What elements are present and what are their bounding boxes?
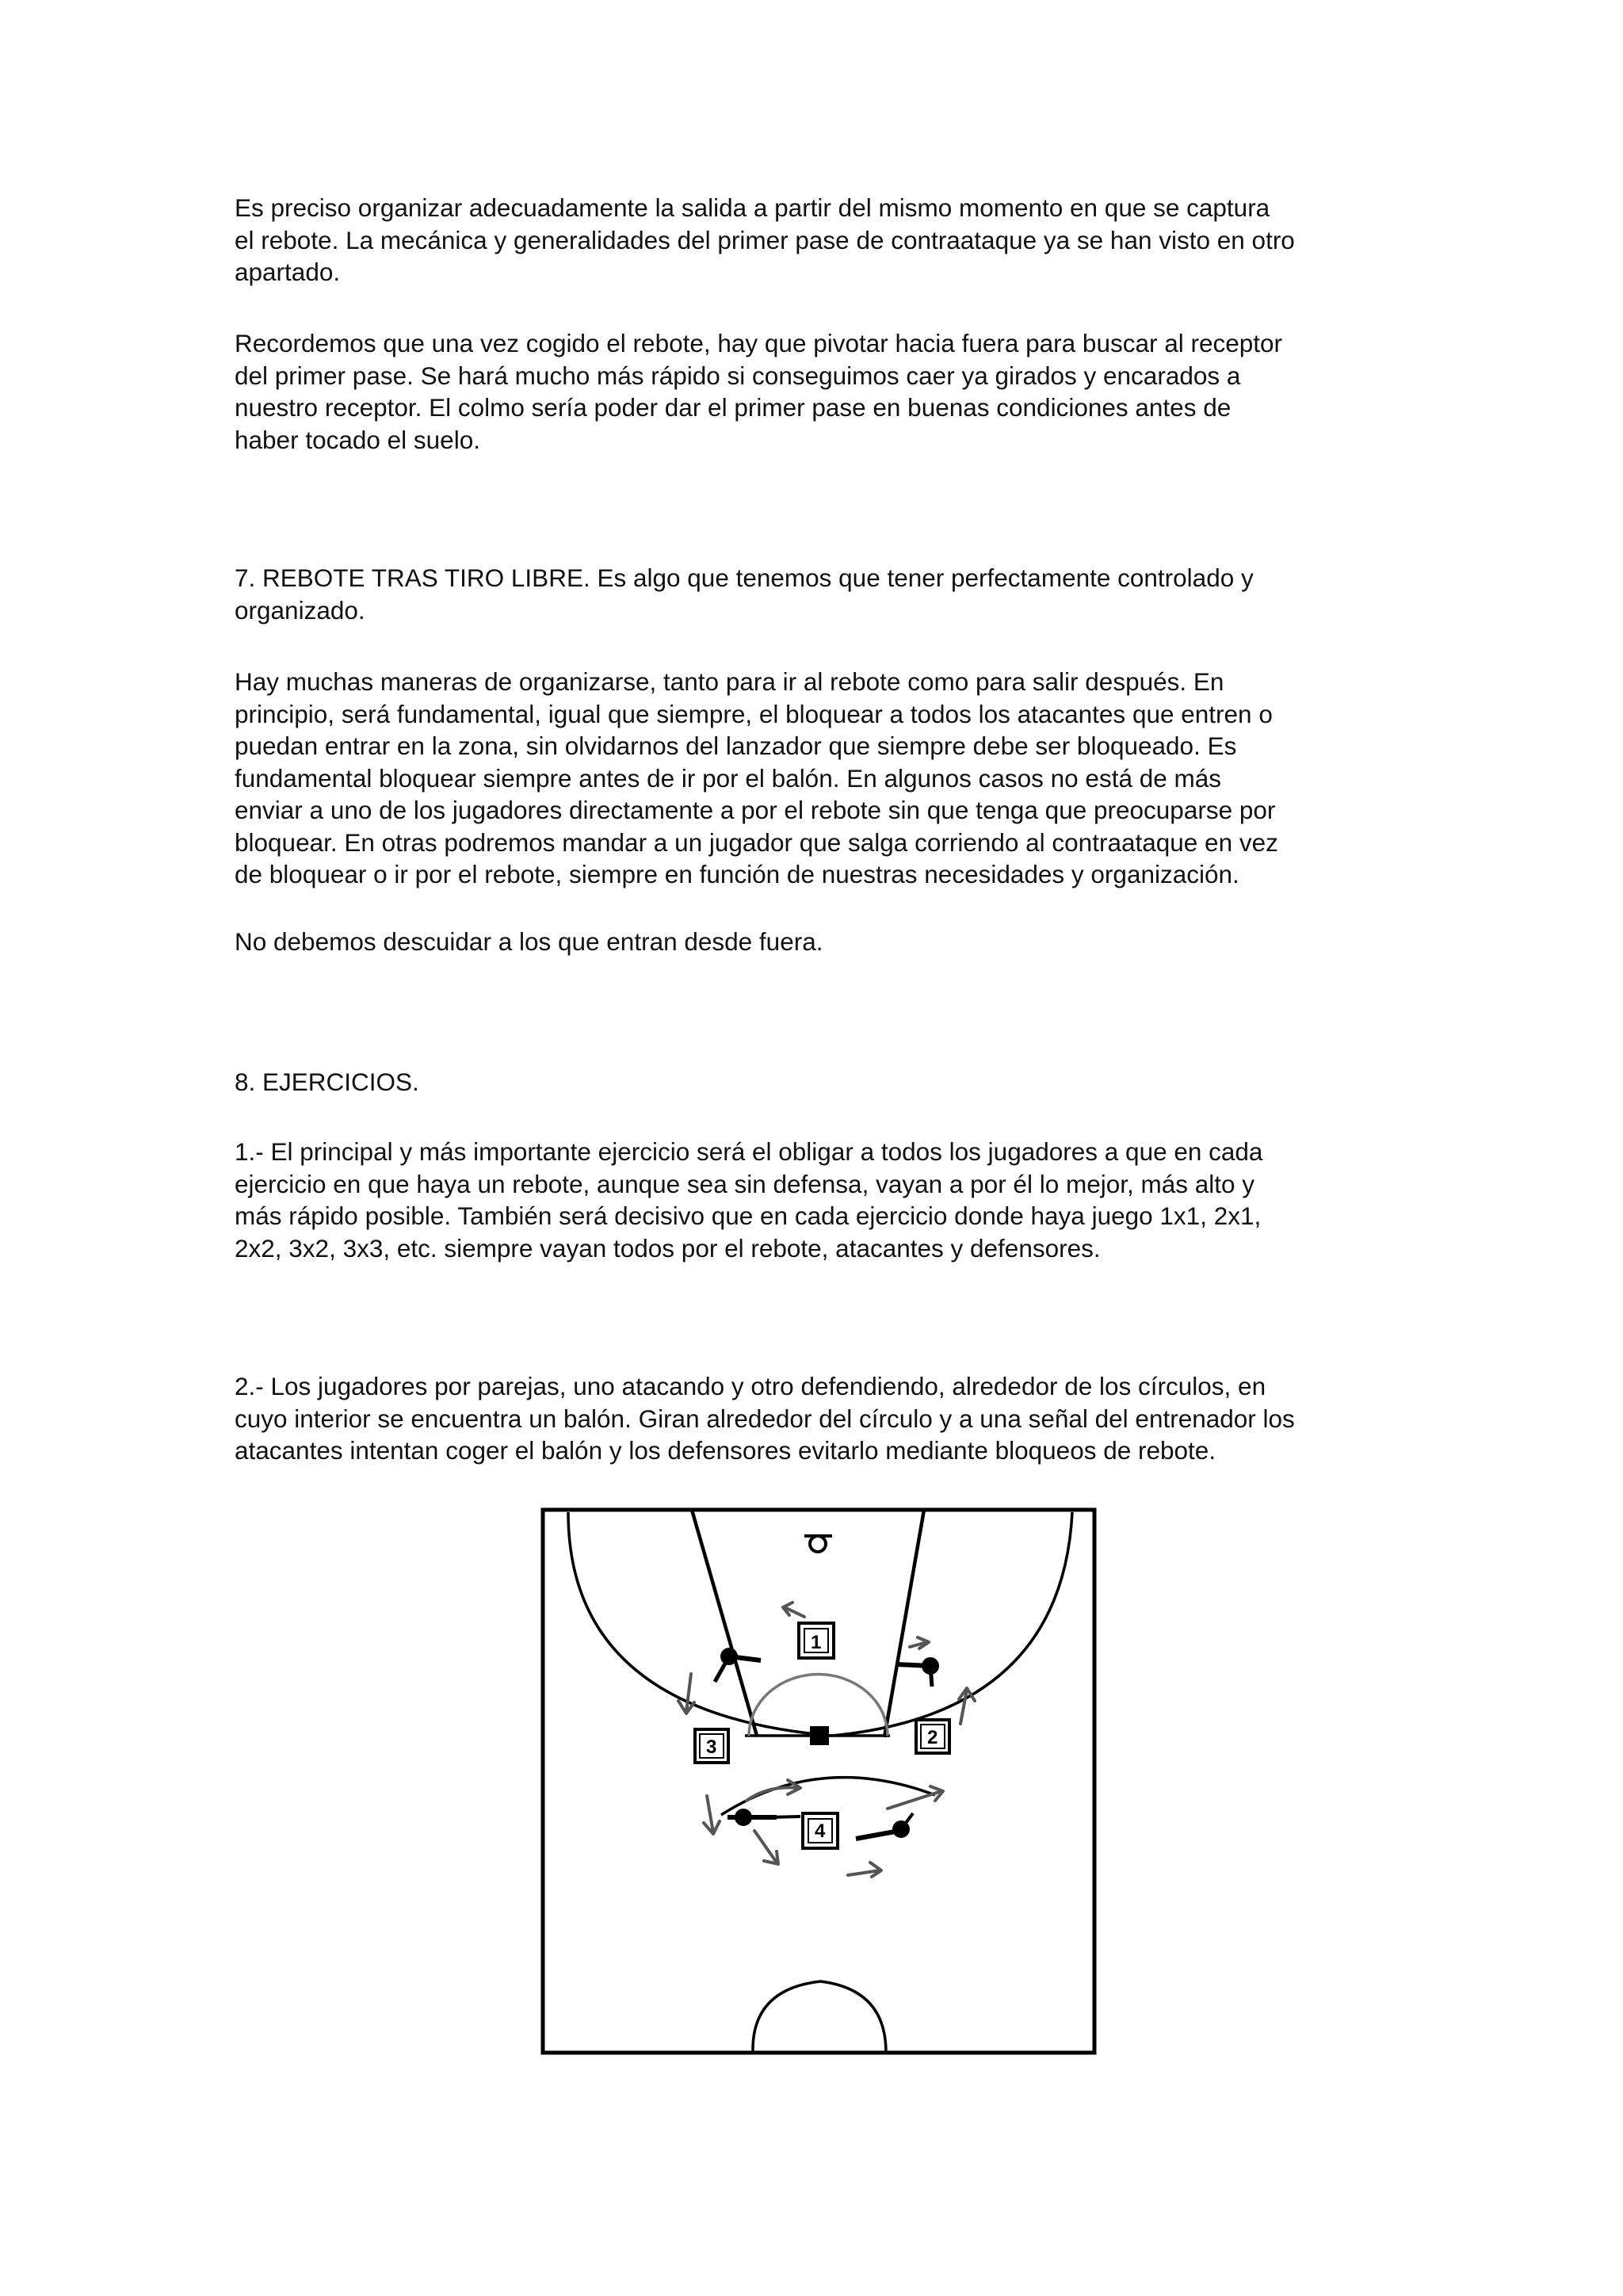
basket-ring [810, 1536, 826, 1552]
player-4-label: 4 [815, 1820, 826, 1842]
text-line: 1.- El principal y más importante ejercicio será el obligar a todos los jugadores a que en cada [235, 1137, 1263, 1166]
text-line: Es preciso organizar adecuadamente la salida a partir del mismo momento en que se captura [235, 193, 1270, 222]
text-line: nuestro receptor. El colmo sería poder dar el primer pase en buenas condiciones antes de [235, 393, 1232, 422]
arrow-icon [678, 1674, 694, 1713]
text-line: 2.- Los jugadores por parejas, uno atacando y otro defendiendo, alrededor de los círculos, en [235, 1372, 1266, 1400]
text-line: apartado. [235, 258, 341, 286]
text-line: puedan entrar en la zona, sin olvidarnos del lanzador que siempre debe ser bloqueado. Es [235, 732, 1237, 760]
player-1-label: 1 [811, 1632, 822, 1653]
text-line: 7. REBOTE TRAS TIRO LIBRE. Es algo que tenemos que tener perfectamente controlado y [235, 563, 1254, 592]
text-line: más rápido posible. También será decisivo que en cada ejercicio donde haya juego 1x1, 2x1, [235, 1201, 1262, 1230]
section-heading-rebote-tiro-libre [235, 562, 1423, 626]
player-2 [916, 1720, 949, 1753]
court-diagram [539, 1506, 1109, 2061]
paragraph-organizarse [235, 666, 1423, 891]
defender-bottom-left [727, 1811, 800, 1824]
arrow-icon [848, 1862, 881, 1877]
text-line: el rebote. La mecánica y generalidades del primer pase de contraataque ya se han visto en otro [235, 225, 1295, 254]
arrow-icon [754, 1831, 778, 1864]
text-line: cuyo interior se encuentra un balón. Giran alrededor del círculo y a una señal del entrenador los [235, 1404, 1295, 1433]
player-1 [799, 1623, 834, 1658]
defender-bottom-right [856, 1813, 913, 1839]
paragraph-ejercicio-2 [235, 1370, 1423, 1467]
player-2-label: 2 [927, 1727, 938, 1748]
text-line: de bloquear o ir por el rebote, siempre en función de nuestras necesidades y organización. [235, 860, 1239, 888]
paragraph-salida [235, 192, 1423, 288]
lane-line-left [692, 1510, 757, 1736]
player-3 [695, 1729, 728, 1763]
ball-marker [810, 1726, 829, 1745]
text-line: 8. EJERCICIOS. [235, 1068, 419, 1096]
lane-line-right [884, 1510, 924, 1737]
arrow-icon [783, 1603, 804, 1617]
text-line: Hay muchas maneras de organizarse, tanto para ir al rebote como para salir después. En [235, 667, 1224, 696]
court-boundary [543, 1510, 1094, 2053]
paragraph-no-debemos [235, 926, 1423, 958]
text-line: fundamental bloquear siempre antes de ir por el balón. En algunos casos no está de más [235, 763, 1222, 793]
text-line: organizado. [235, 595, 365, 625]
text-line: enviar a uno de los jugadores directamente a por el rebote sin que tenga que preocuparse por [235, 796, 1276, 824]
text-line: bloquear. En otras podremos mandar a un jugador que salga corriendo al contraataque en vez [235, 827, 1278, 857]
text-line: ejercicio en que haya un rebote, aunque sea sin defensa, vayan a por él lo mejor, más alto y [235, 1169, 1255, 1198]
text-line: 2x2, 3x2, 3x3, etc. siempre vayan todos por el rebote, atacantes y defensores. [235, 1233, 1101, 1263]
arrow-icon [704, 1796, 720, 1834]
text-line: del primer pase. Se hará mucho más rápido si conseguimos caer ya girados y encarados a [235, 361, 1241, 390]
basketball-court-svg [539, 1506, 1109, 2061]
text-line: atacantes intentan coger el balón y los defensores evitarlo mediante bloqueos de rebote. [235, 1436, 1216, 1465]
paragraph-recordemos [235, 327, 1423, 456]
player-4 [803, 1813, 838, 1848]
arrow-icon [910, 1637, 929, 1648]
text-line: No debemos descuidar a los que entran desde fuera. [235, 927, 823, 956]
text-line: Recordemos que una vez cogido el rebote, hay que pivotar hacia fuera para buscar al receptor [235, 329, 1283, 357]
paragraph-ejercicio-1 [235, 1136, 1423, 1264]
text-line: haber tocado el suelo. [235, 425, 480, 454]
text-line: principio, será fundamental, igual que siempre, el bloquear a todos los atacantes que entren o [235, 699, 1273, 728]
player-3-label: 3 [706, 1736, 717, 1758]
center-circle [753, 1981, 886, 2053]
section-heading-ejercicios [235, 1066, 1423, 1098]
defender-right [897, 1660, 937, 1687]
